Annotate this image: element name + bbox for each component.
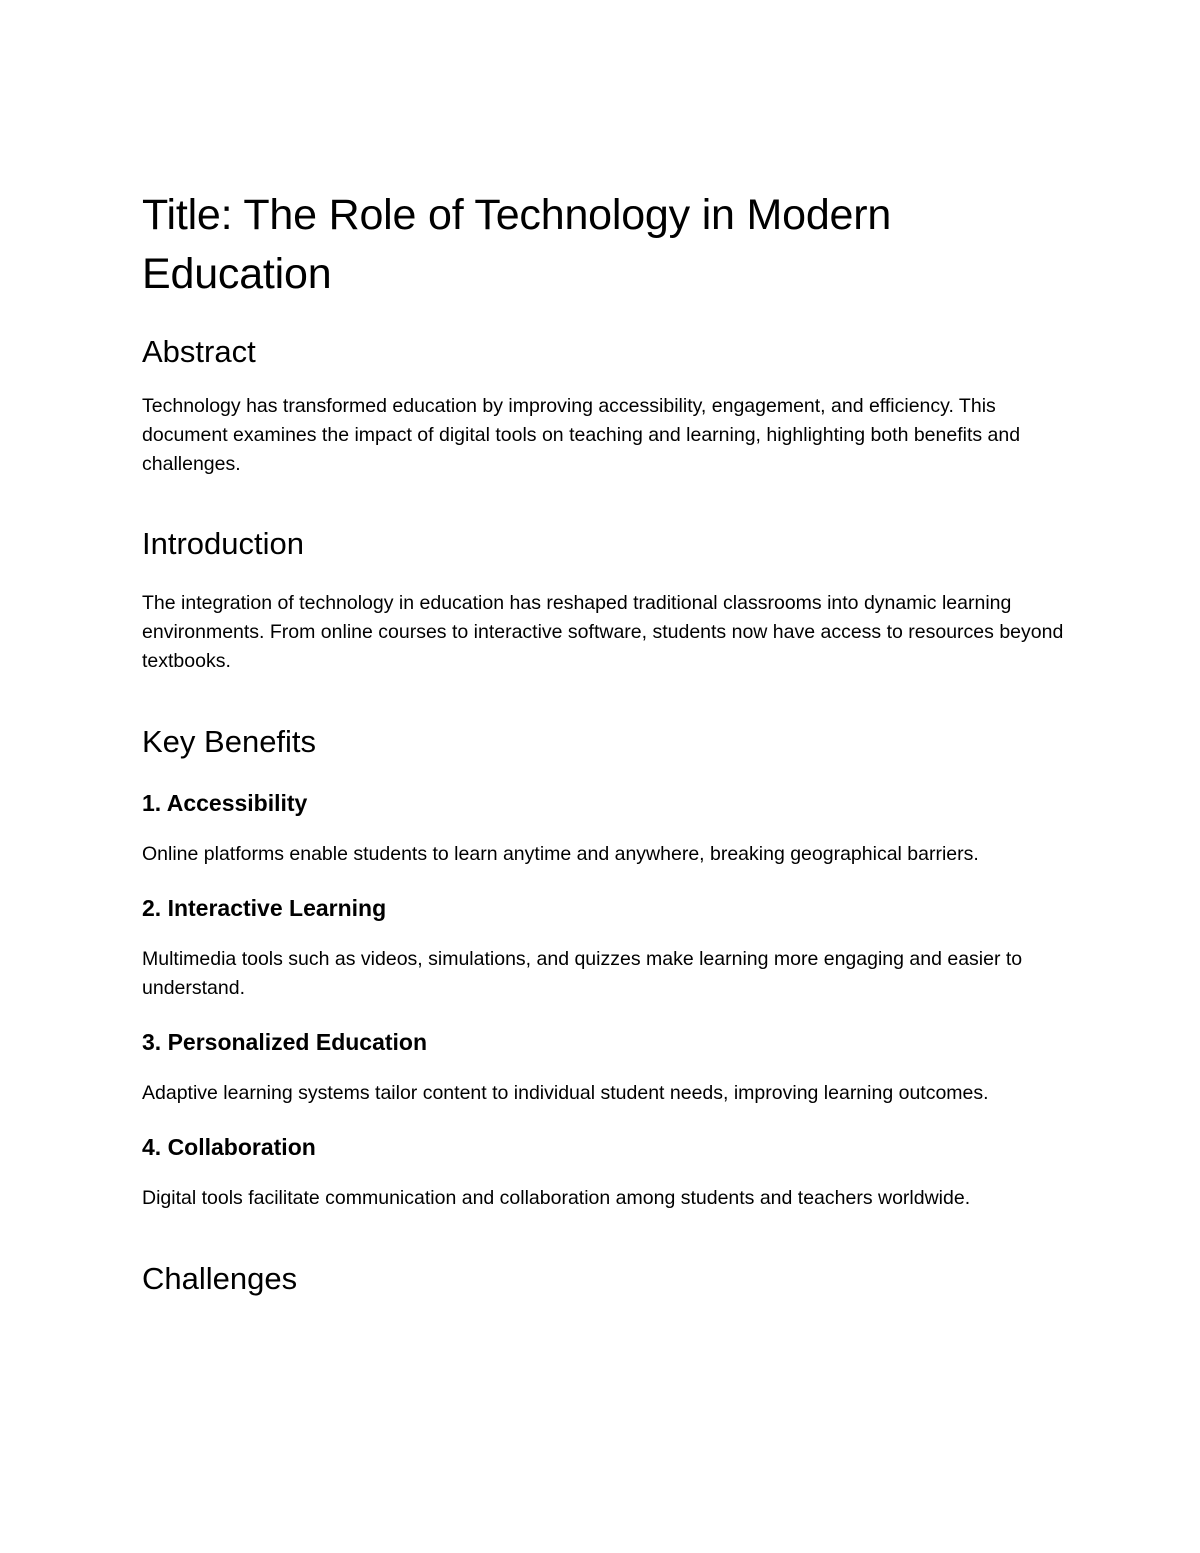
benefit-personalized-education-heading: 3. Personalized Education [142, 1029, 428, 1055]
benefit-collaboration-text: Digital tools facilitate communication and collaboration among students and teachers worldwide. [142, 1187, 971, 1209]
challenges-heading: Challenges [142, 1261, 298, 1296]
introduction-text: The integration of technology in education has reshaped traditional classrooms into dynamic learning environments. From online courses to interactive software, students now have access to resources beyond textbooks. [142, 592, 1064, 672]
abstract-heading: Abstract [142, 334, 256, 369]
benefit-accessibility-text: Online platforms enable students to learn anytime and anywhere, breaking geographical barriers. [142, 843, 979, 865]
benefit-accessibility-heading: 1. Accessibility [142, 790, 308, 816]
introduction-heading: Introduction [142, 526, 304, 561]
key-benefits-heading: Key Benefits [142, 724, 317, 759]
abstract-text: Technology has transformed education by improving accessibility, engagement, and efficiency. This document examines the impact of digital tools on teaching and learning, highlighting both benefits and challenges. [142, 395, 1021, 475]
document-body [142, 186, 1072, 1299]
benefit-collaboration-heading: 4. Collaboration [142, 1134, 316, 1160]
benefit-interactive-learning-heading: 2. Interactive Learning [142, 895, 387, 921]
benefit-interactive-learning-text: Multimedia tools such as videos, simulations, and quizzes make learning more engaging and easier to understand. [142, 948, 1023, 999]
document-title: Title: The Role of Technology in Modern Education [142, 191, 892, 298]
benefit-personalized-education-text: Adaptive learning systems tailor content to individual student needs, improving learning outcomes. [142, 1082, 989, 1104]
